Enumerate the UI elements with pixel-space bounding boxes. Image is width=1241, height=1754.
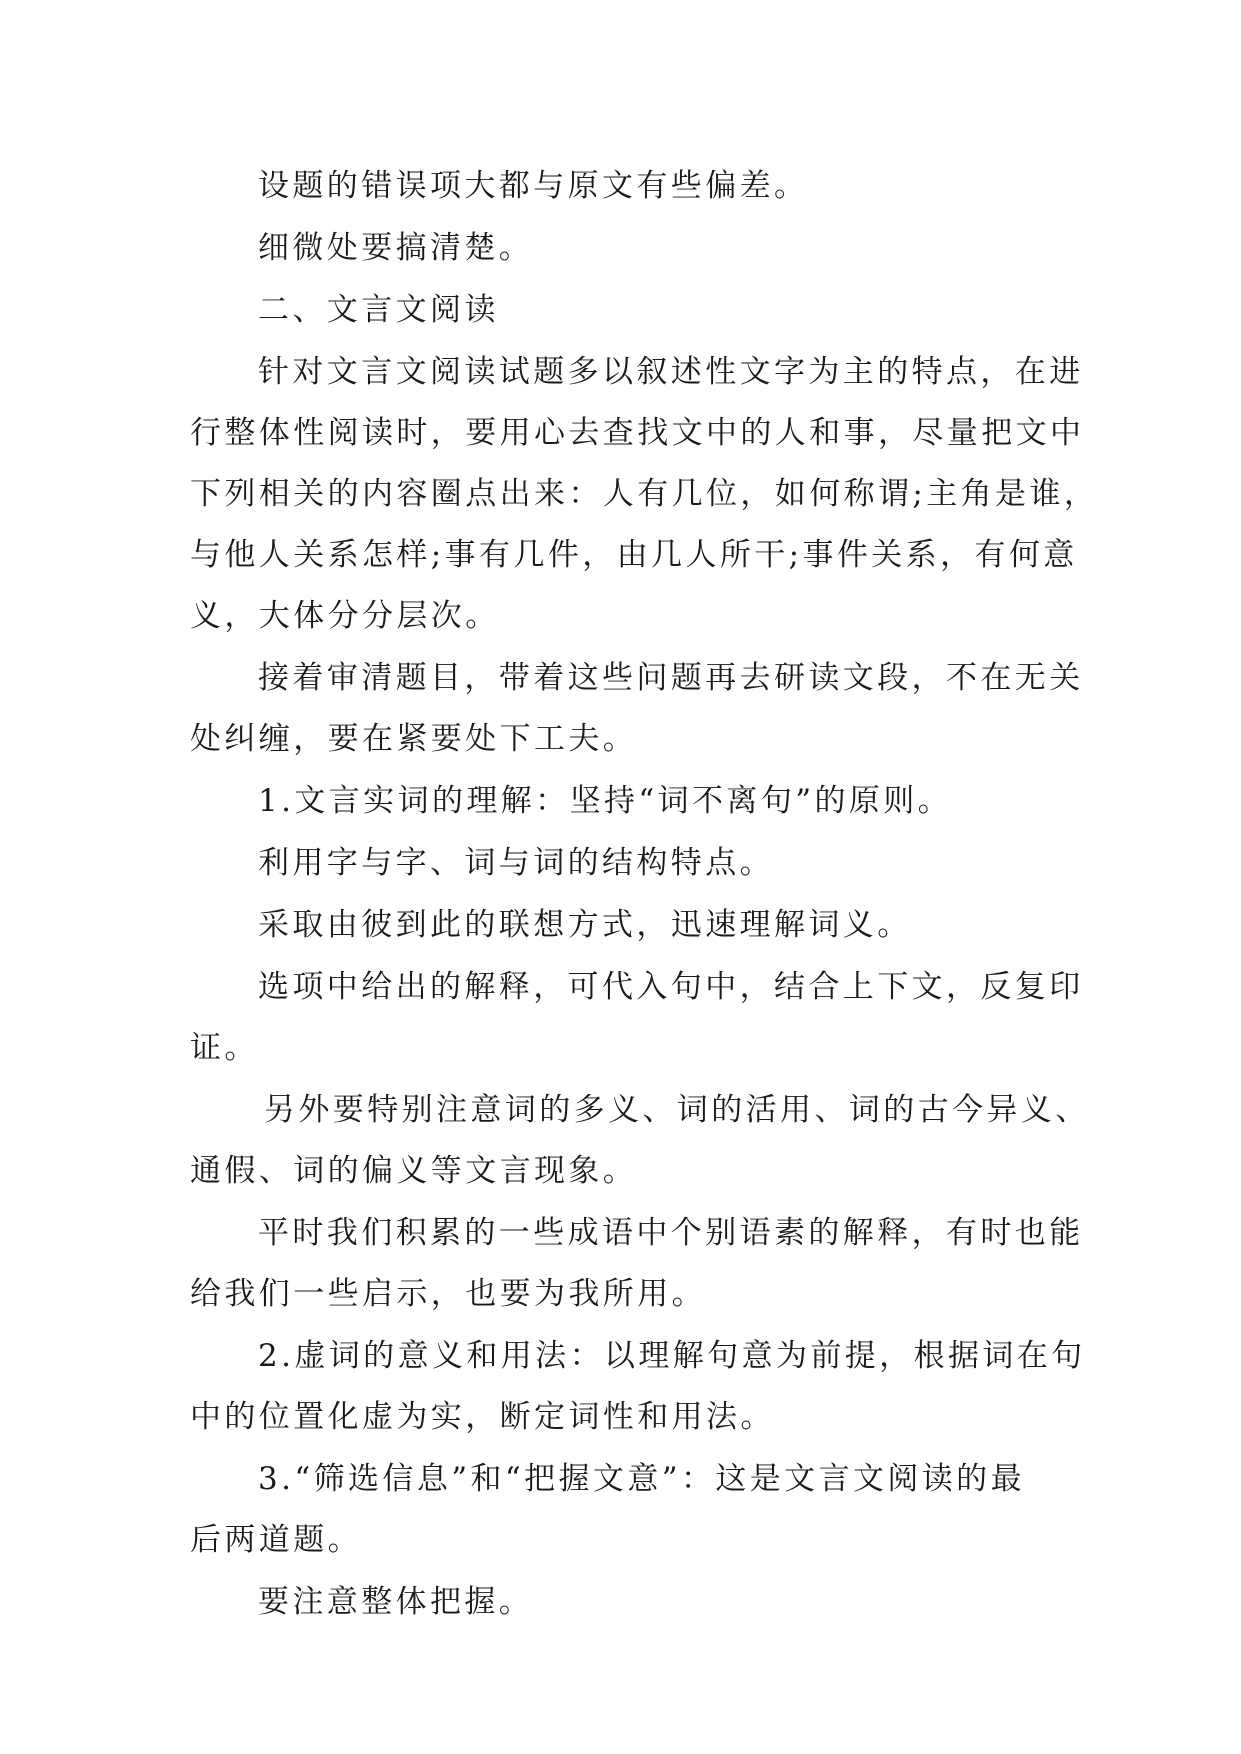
text-line: 证。 — [190, 1030, 259, 1066]
text-line: 中的位置化虚为实，断定词性和用法。 — [190, 1399, 775, 1435]
text-line: 细微处要搞清楚。 — [258, 230, 534, 266]
text-line: 选项中给出的解释，可代入句中，结合上下文，反复印 — [258, 969, 1084, 1005]
text-line: 平时我们积累的一些成语中个别语素的解释，有时也能 — [258, 1215, 1084, 1251]
text-line: 采取由彼到此的联想方式，迅速理解词义。 — [258, 907, 912, 943]
text-line: 针对文言文阅读试题多以叙述性文字为主的特点，在进 — [258, 354, 1084, 390]
text-line: 1.文言实词的理解：坚持“词不离句”的原则。 — [258, 783, 953, 819]
text-line: 下列相关的内容圈点出来：人有几位，如何称谓;主角是谁， — [190, 476, 1099, 512]
text-line: 通假、词的偏义等文言现象。 — [190, 1153, 638, 1189]
text-line: 设题的错误项大都与原文有些偏差。 — [258, 168, 809, 204]
text-line: 处纠缠，要在紧要处下工夫。 — [190, 721, 638, 757]
text-line: 后两道题。 — [190, 1522, 362, 1558]
text-line: 另外要特别注意词的多义、词的活用、词的古今异义、 — [264, 1092, 1090, 1128]
text-line: 2.虚词的意义和用法：以理解句意为前提，根据词在句 — [258, 1338, 1086, 1374]
text-line: 与他人关系怎样;事有几件，由几人所干;事件关系，有何意 — [190, 537, 1078, 573]
text-line: 义，大体分分层次。 — [190, 598, 500, 634]
text-line: 3.“筛选信息”和“把握文意”：这是文言文阅读的最 — [258, 1461, 1025, 1497]
text-line: 利用字与字、词与词的结构特点。 — [258, 845, 774, 881]
section-heading: 二、文言文阅读 — [258, 292, 499, 328]
text-line: 行整体性阅读时，要用心去查找文中的人和事，尽量把文中 — [190, 415, 1085, 451]
text-line: 给我们一些启示，也要为我所用。 — [190, 1276, 706, 1312]
text-line: 接着审清题目，带着这些问题再去研读文段，不在无关 — [258, 660, 1084, 696]
text-line: 要注意整体把握。 — [258, 1584, 534, 1620]
